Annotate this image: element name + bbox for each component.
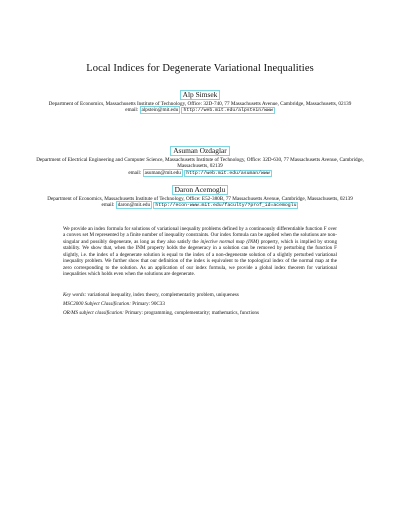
abstract-text: property, which is implied by strong stability. We show that, when the INM property holds the degeneracy in a solution can be removed by perturbing the function F slightly, i.e. the index of a degenerate solution is equal to the index of a non-degenerate solution of a slightly perturbed variational inequality problem. We further show that our definition of the index is equivalent to the topological index of the normal map at the zero corresponding to the solution. As an application of our index formula, we provide a global index theorem for variational inequalities which holds even when the solutions are degenerate. (63, 238, 338, 278)
msc-label: MSC2000 Subject Classification: (63, 301, 131, 307)
homepage-link[interactable]: http://web.mit.edu/alpstein/www (183, 108, 273, 114)
abstract (63, 226, 337, 278)
orms-classification (63, 310, 337, 316)
msc-classification (63, 301, 337, 307)
author-affiliation: Department of Economics, Massachusetts Institute of Technology, Office: E52-380B, 77 Massachusetts Avenue, Cambridge, Massachusetts, 02139 (47, 196, 353, 202)
abstract-text: We provide an index formula for solutions of variational inequality problems defined by a continuously differentiable function F over a convex set M represented by a finite number of inequality constraints. Our index formula can be applied when the solutions are non-singular and possibly degenerate, as long as they also satisfy the (63, 226, 337, 245)
author-contact (30, 107, 370, 114)
author-affiliation: Department of Economics, Massachusetts Institute of Technology, Office: 32D-740, 77 Massachusetts Avenue, Cambridge, Massachusetts, 02139 (48, 101, 352, 107)
msc-text: Primary: 90C33 (132, 301, 165, 307)
email-label: email: (128, 169, 142, 176)
paper-title: Local Indices for Degenerate Variational Inequalities (86, 63, 314, 74)
author-contact (30, 202, 370, 209)
keywords-text: variational inequality, index theory, complementarity problem, uniqueness (87, 292, 239, 298)
author-name-link[interactable]: Asuman Ozdaglar (170, 146, 230, 156)
email-label: email: (101, 202, 115, 209)
homepage-link[interactable]: http://econ-www.mit.edu/faculty/?prof_id=acemoglu (155, 203, 297, 209)
keywords (63, 292, 337, 298)
author-contact (30, 170, 370, 177)
author-name-link[interactable]: Alp Simsek (180, 90, 221, 100)
email-link[interactable]: daron@mit.edu (117, 202, 151, 209)
author-affiliation: Department of Electrical Engineering and Computer Science, Massachusetts Institute of Technology, Office: 32D-630, 77 Massachusetts Avenue, Cambridge, Massachusetts, 02139 (36, 157, 364, 170)
author-block-2 (30, 146, 370, 177)
author-block-1 (30, 90, 370, 115)
email-link[interactable]: alpstein@mit.edu (141, 107, 179, 114)
homepage-link[interactable]: http://web.mit.edu/asuman/www (186, 170, 270, 176)
keywords-label: Key words: (63, 292, 87, 298)
email-label: email: (125, 107, 139, 114)
author-name-link[interactable]: Daron Acemoglu (172, 185, 229, 195)
orms-text: Primary: programming, complementarity; mathematics, functions (125, 310, 259, 316)
abstract-emphasis: injective normal map (INM) (200, 238, 260, 245)
email-link[interactable]: asuman@mit.edu (144, 169, 181, 176)
orms-label: OR/MS subject classification: (63, 310, 124, 316)
author-block-3 (30, 185, 370, 210)
